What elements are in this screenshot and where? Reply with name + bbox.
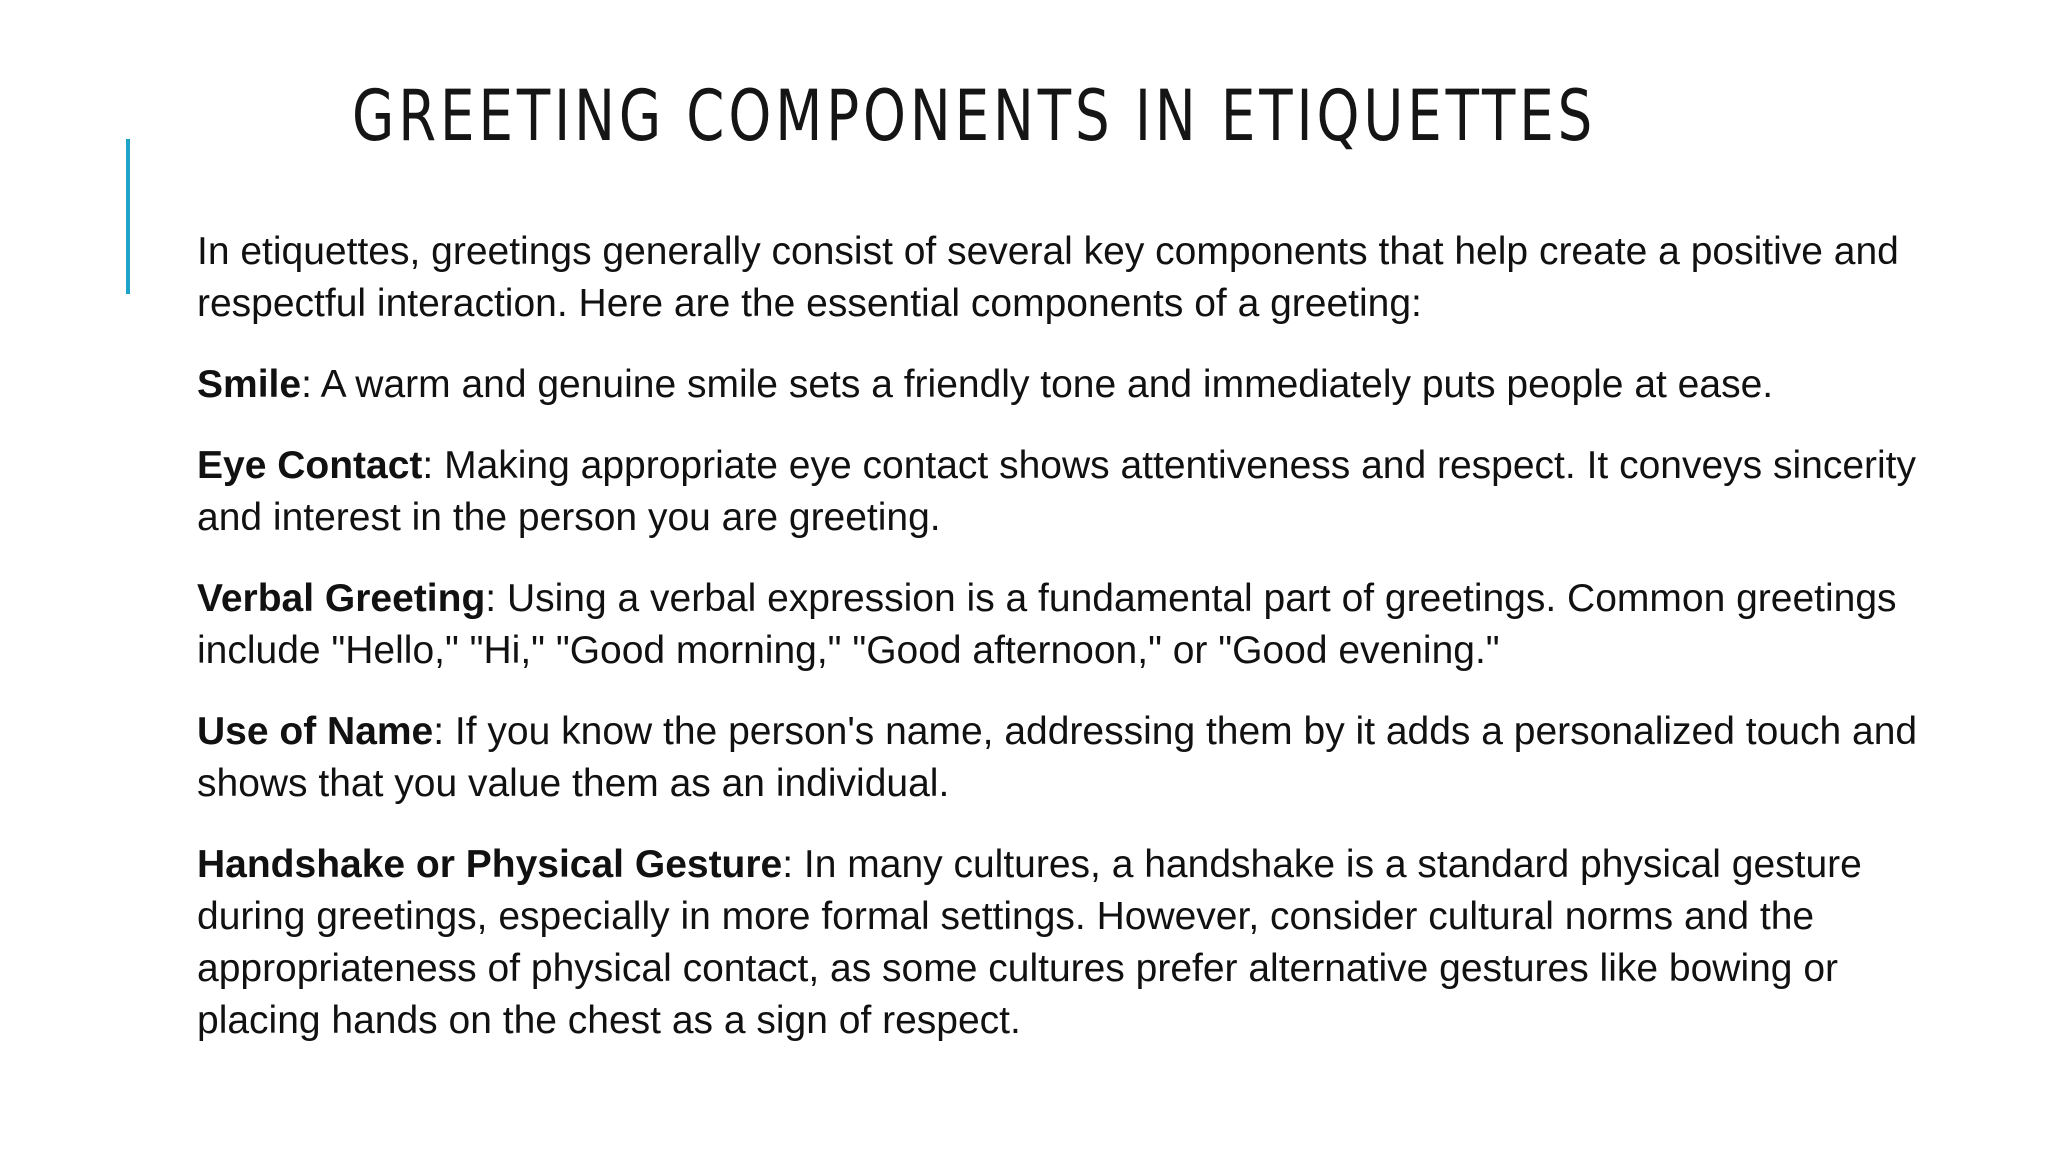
intro-paragraph: In etiquettes, greetings generally consist of several key components that help create a positive and respectful interaction. Here are the essential components of a greeting: [197, 230, 1899, 325]
term-separator: : [301, 363, 312, 406]
component-term: Handshake or Physical Gesture [197, 843, 783, 886]
component-verbal-greeting [197, 573, 1957, 677]
term-separator: : [422, 444, 434, 487]
component-term: Smile [197, 363, 302, 406]
component-description: If you know the person's name, addressing them by it adds a personalized touch and shows that you value them as an individual. [197, 710, 1918, 805]
component-smile [197, 359, 1957, 411]
term-separator: : [782, 843, 794, 886]
term-separator: : [485, 577, 497, 620]
component-eye-contact [197, 440, 1957, 544]
component-description: Making appropriate eye contact shows attentiveness and respect. It conveys sincerity and interest in the person you are greeting. [197, 444, 1917, 539]
term-separator: : [433, 710, 445, 753]
title-accent-bar [126, 139, 130, 294]
component-term: Verbal Greeting [197, 577, 486, 620]
component-description: Using a verbal expression is a fundamental part of greetings. Common greetings include "Hello," "Hi," "Good morning," "Good afternoon," or "Good evening." [197, 577, 1897, 672]
component-description: A warm and genuine smile sets a friendly tone and immediately puts people at ease. [311, 363, 1774, 406]
component-term: Use of Name [197, 710, 434, 753]
component-term: Eye Contact [197, 444, 423, 487]
component-use-of-name [197, 706, 1957, 810]
component-handshake [197, 839, 1957, 1047]
slide-body [197, 226, 1957, 1076]
slide-title: GREETING COMPONENTS IN ETIQUETTES [352, 75, 1597, 157]
component-description: In many cultures, a handshake is a standard physical gesture during greetings, especially in more formal settings. However, consider cultural norms and the appropriateness of physical contact, as some cultures prefer alternative gestures like bowing or placing hands on the chest as a sign of respect. [197, 843, 1862, 1042]
